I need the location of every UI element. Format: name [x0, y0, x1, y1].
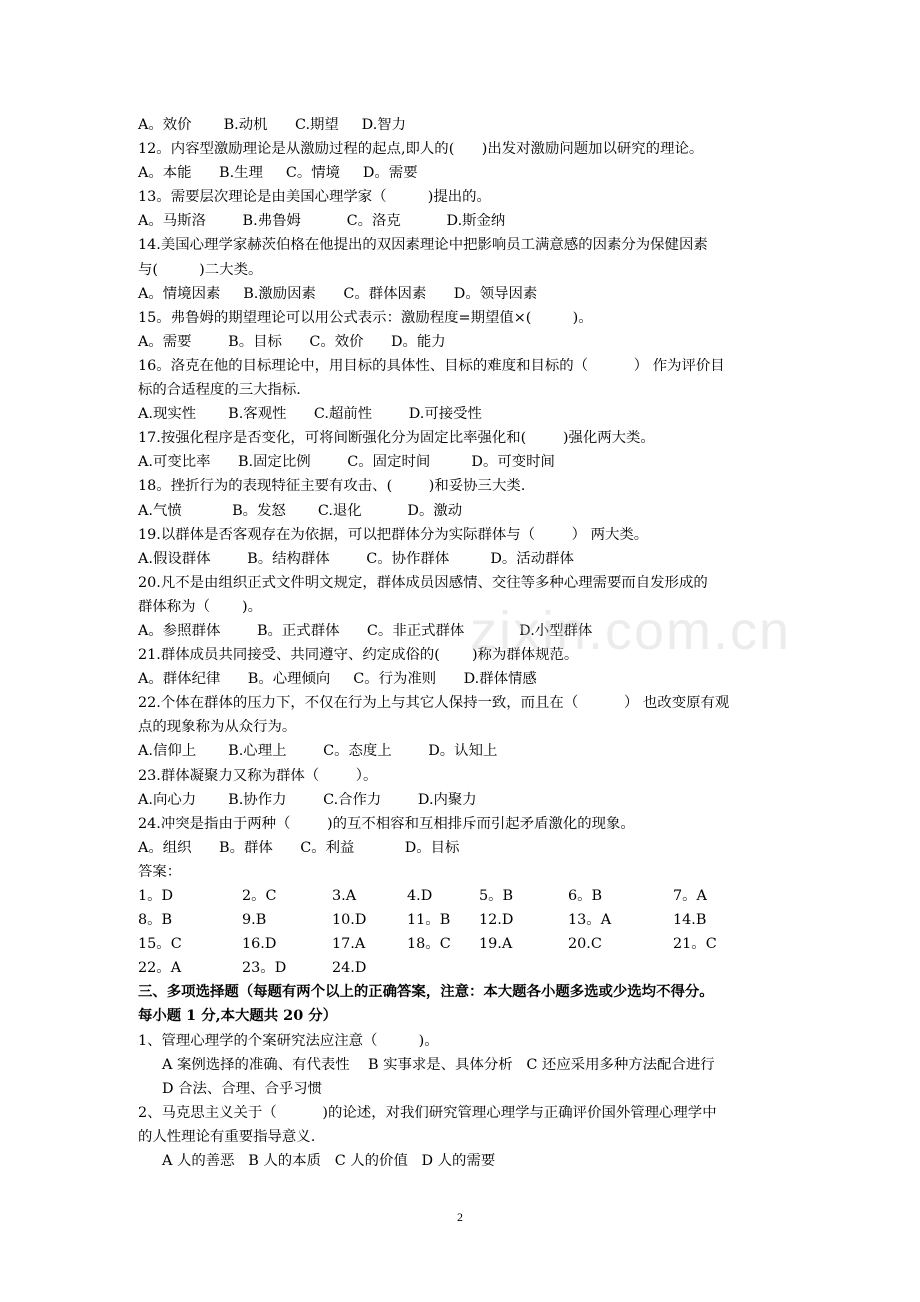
text-line: A.向心力 B.协作力 C.合作力 D.内聚力: [138, 791, 477, 808]
section-heading: 三、多项选择题（每题有两个以上的正确答案，注意：本大题各小题多选或少选均不得分。: [138, 983, 714, 1001]
document-body: [138, 113, 798, 1173]
mc-question-2: 2、马克思主义关于（ )的论述，对我们研究管理心理学与正确评价国外管理心理学中: [138, 1104, 717, 1121]
text-line: A。效价 B.动机 C.期望 D.智力: [138, 117, 407, 133]
text-line: A。组织 B。群体 C。利益 D。目标: [138, 839, 460, 856]
answer-key: [138, 884, 798, 980]
watermark: zixin.com.cn: [470, 601, 792, 661]
text-line: 20.凡不是由组织正式文件明文规定，群体成员因感情、交往等多种心理需要而自发形成的: [138, 574, 708, 591]
answer-item: 7。A: [673, 888, 707, 904]
text-line: 21.群体成员共同接受、共同遵守、约定成俗的( )称为群体规范。: [138, 647, 579, 664]
answer-row: [138, 884, 798, 908]
answer-row: [138, 908, 798, 932]
text-line: A.现实性 B.客观性 C.超前性 D.可接受性: [138, 406, 482, 423]
text-line: 18。挫折行为的表现特征主要有攻击、( )和妥协三大类.: [138, 478, 526, 495]
text-line: 与( )二大类。: [138, 261, 263, 278]
text-line: 24.冲突是指由于两种（ )的互不相容和互相排斥而引起矛盾激化的现象。: [138, 815, 635, 832]
text-line: A.可变比率 B.固定比例 C。固定时间 D。可变时间: [138, 454, 555, 471]
answer-item: 12.D: [479, 912, 514, 929]
text-line: 22.个体在群体的压力下，不仅在行为上与其它人保持一致，而且在（ ） 也改变原有观: [138, 695, 730, 712]
text-line: 15。弗鲁姆的期望理论可以用公式表示：激励程度=期望值×( )。: [138, 309, 593, 326]
mc-question-1-options: A 案例选择的准确、有代表性 B 实事求是、具体分析 C 还应采用多种方法配合进行: [162, 1056, 715, 1073]
text-line: 16。洛克在他的目标理论中，用目标的具体性、目标的难度和目标的（ ） 作为评价目: [138, 357, 725, 374]
answer-item: 21。C: [673, 936, 717, 953]
mc-question-2-options: A 人的善恶 B 人的本质 C 人的价值 D 人的需要: [162, 1153, 496, 1170]
text-line: 14.美国心理学家赫茨伯格在他提出的双因素理论中把影响员工满意感的因素分为保健因素: [138, 237, 708, 254]
answer-row: [138, 956, 798, 980]
text-line: 标的合适程度的三大指标.: [138, 382, 301, 399]
answer-item: 14.B: [673, 912, 707, 929]
text-line: A。群体纪律 B。心理倾向 C。行为准则 D.群体情感: [138, 671, 537, 688]
text-line: 23.群体凝聚力又称为群体（ ）。: [138, 767, 378, 784]
answer-item: 20.C: [568, 936, 602, 953]
answer-item: 5。B: [479, 888, 514, 904]
answer-item: 23。D: [242, 960, 287, 977]
answer-item: 9.B: [242, 912, 267, 929]
text-line: A。本能 B.生理 C。情境 D。需要: [138, 165, 418, 182]
text-line: 19.以群体是否客观存在为依据，可以把群体分为实际群体与（ ） 两大类。: [138, 526, 649, 543]
text-line: A.信仰上 B.心理上 C。态度上 D。认知上: [138, 743, 498, 760]
text-line: 群体称为（ )。: [138, 598, 262, 615]
text-line: A。情境因素 B.激励因素 C。群体因素 D。领导因素: [138, 285, 538, 302]
text-line: A.气愤 B。发怒 C.退化 D。激动: [138, 502, 463, 519]
question-lines: [138, 113, 798, 884]
text-line: 答案：: [138, 863, 182, 880]
page-number: 2: [457, 1210, 463, 1224]
mc-question-1: 1、管理心理学的个案研究法应注意（ )。: [138, 1032, 439, 1049]
mc-question-2-cont: 的人性理论有重要指导意义.: [138, 1128, 316, 1145]
answer-item: 4.D: [407, 888, 433, 904]
answer-item: 1。D: [138, 888, 174, 904]
text-line: A。马斯洛 B.弗鲁姆 C。洛克 D.斯金纳: [138, 213, 506, 230]
answer-item: 18。C: [407, 936, 451, 953]
answer-item: 17.A: [332, 936, 366, 953]
answer-item: 13。A: [568, 912, 612, 929]
text-line: 17.按强化程序是否变化，可将间断强化分为固定比率强化和( )强化两大类。: [138, 430, 655, 447]
answer-item: 15。C: [138, 936, 182, 953]
text-line: A.假设群体 B。结构群体 C。协作群体 D。活动群体: [138, 550, 574, 567]
answer-item: 3.A: [332, 888, 357, 904]
answer-item: 22。A: [138, 960, 182, 977]
answer-item: 19.A: [479, 936, 513, 953]
text-line: 13。需要层次理论是由美国心理学家（ )提出的。: [138, 189, 491, 206]
text-line: A。参照群体 B。正式群体 C。非正式群体 D.小型群体: [138, 622, 593, 639]
answer-row: [138, 932, 798, 956]
answer-item: 11。B: [407, 912, 451, 929]
text-line: 点的现象称为从众行为。: [138, 719, 297, 736]
text-line: 12。内容型激励理论是从激励过程的起点,即人的( )出发对激励问题加以研究的理论。: [138, 141, 704, 158]
answer-item: 10.D: [332, 912, 367, 929]
mc-question-1-options-cont: D 合法、合理、合乎习惯: [162, 1080, 323, 1097]
answer-item: 8。B: [138, 912, 173, 929]
answer-item: 16.D: [242, 936, 277, 953]
text-line: A。需要 B。目标 C。效价 D。能力: [138, 333, 446, 350]
answer-item: 24.D: [332, 960, 367, 977]
section-heading-cont: 每小题 1 分,本大题共 20 分）: [138, 1007, 337, 1025]
answer-item: 2。C: [242, 888, 277, 904]
answer-item: 6。B: [568, 888, 603, 904]
